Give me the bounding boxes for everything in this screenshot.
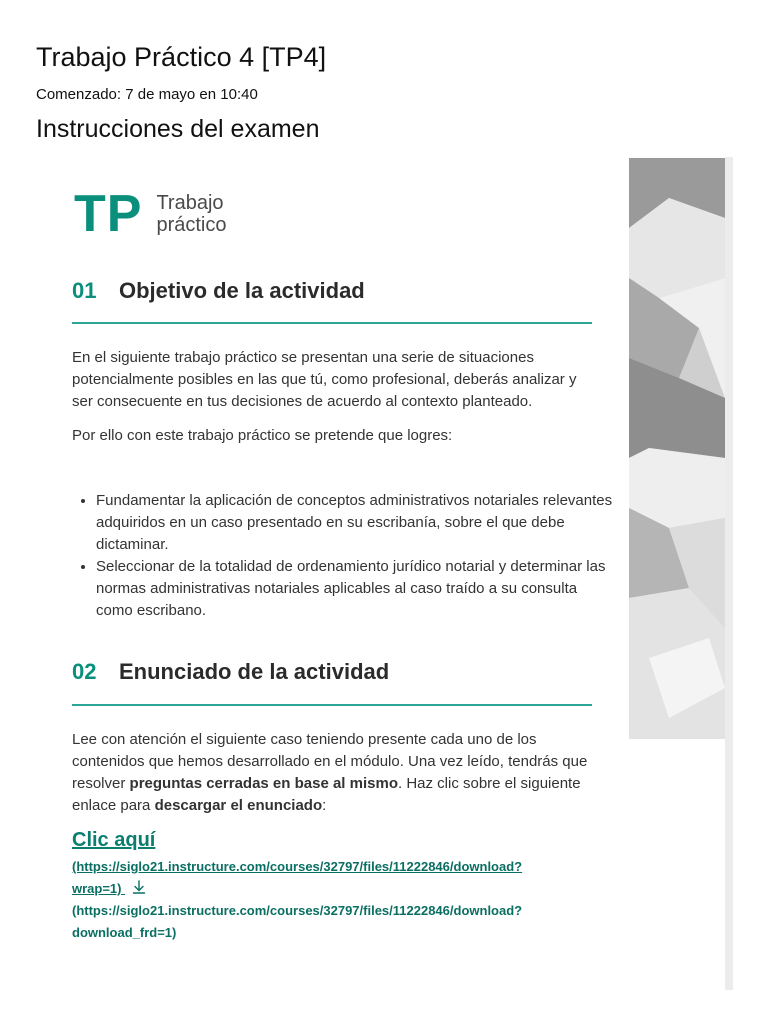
scrollbar-track[interactable]	[725, 157, 733, 990]
section-number: 02	[72, 659, 97, 684]
objective-paragraph: En el siguiente trabajo práctico se presentan una serie de situaciones potencialmente posibles en las que tú, como profesional, deberás analizar y ser consecuente en tus decisiones de acuerdo al contexto planteado.	[72, 349, 577, 410]
section-divider	[72, 322, 592, 324]
section-divider	[72, 704, 592, 706]
section-number: 01	[72, 278, 97, 303]
download-link-clic-aqui[interactable]: Clic aquí	[72, 829, 156, 851]
download-url-link[interactable]: (https://siglo21.instructure.com/courses/32797/files/11222846/download? wrap=1)	[72, 856, 592, 902]
download-frd-link[interactable]: (https://siglo21.instructure.com/courses/32797/files/11222846/download? download_frd=1)	[72, 903, 523, 940]
instructions-title: Instrucciones del examen	[36, 115, 320, 143]
download-icon[interactable]	[131, 879, 147, 902]
tp-logo	[74, 185, 227, 243]
section-heading-enunciado	[72, 659, 592, 685]
started-timestamp: Comenzado: 7 de mayo en 10:40	[36, 86, 258, 103]
objective-intro: Por ello con este trabajo práctico se pretende que logres:	[72, 427, 453, 444]
section-heading-text: Enunciado de la actividad	[119, 659, 390, 684]
page-title: Trabajo Práctico 4 [TP4]	[36, 42, 327, 72]
objectives-list	[72, 490, 616, 622]
list-item: • Fundamentar la aplicación de conceptos administrativos notariales relevantes adquiridos en un caso presentado en su escribanía, sobre el que debe dictaminar.	[96, 490, 616, 556]
list-item: • Seleccionar de la totalidad de ordenamiento jurídico notarial y determinar las normas administrativas notariales aplicables al caso traído a su consulta como escribano.	[96, 556, 616, 622]
decorative-side-image	[629, 158, 725, 739]
tp-logo-mark: TP	[74, 185, 143, 243]
tp-logo-wordmark: Trabajo práctico	[156, 192, 227, 236]
section-heading-text: Objetivo de la actividad	[119, 278, 365, 303]
section-heading-objetivo	[72, 278, 592, 304]
activity-paragraph: Lee con atención el siguiente caso teniendo presente cada uno de los contenidos que hemos desarrollado en el módulo. Una vez leído, tendrás que resolver preguntas cerradas en base al mismo. Haz clic sobre el siguiente enlace para descargar el enunciado:	[72, 731, 588, 814]
